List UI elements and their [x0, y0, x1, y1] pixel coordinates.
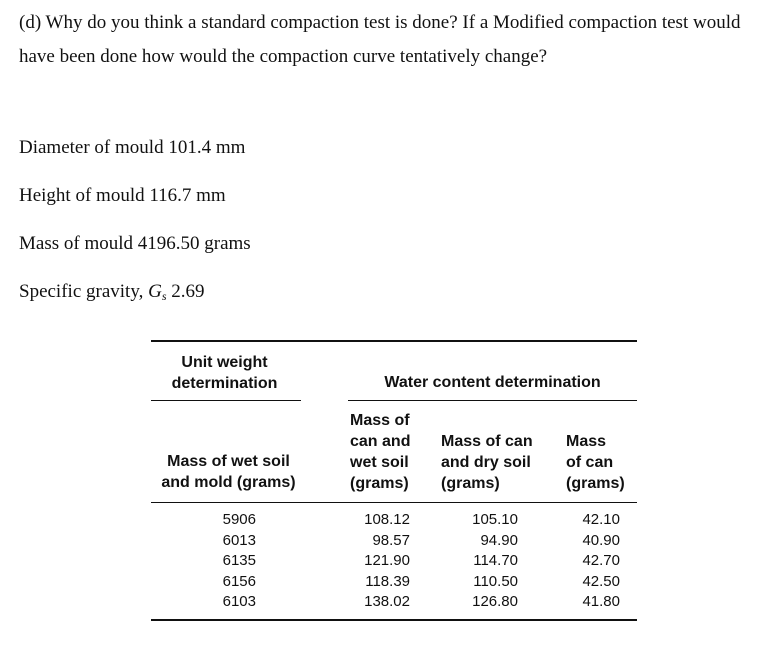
table-bottom-rule: [151, 619, 637, 621]
mould-mass: Mass of mould 4196.50 grams: [19, 233, 251, 254]
specific-gravity-label: Specific gravity,: [19, 281, 144, 302]
table-cell: 41.80: [582, 593, 620, 610]
group-header-unit-weight: Unit weight determination: [171, 354, 278, 392]
table-cell: 6135: [222, 552, 256, 569]
table-cell: 42.10: [582, 511, 620, 528]
mould-diameter: Diameter of mould 101.4 mm: [19, 137, 246, 158]
table-cell: 40.90: [582, 531, 620, 549]
table-cell: 108.12: [364, 511, 410, 528]
column-can-wet-soil-values: [340, 510, 410, 613]
table-cell: 121.90: [364, 552, 410, 569]
table-cell: 114.70: [473, 552, 518, 569]
table-top-rule: [151, 340, 637, 342]
unit-weight-rule: [151, 400, 301, 401]
table-cell: 126.80: [472, 593, 518, 610]
table-cell: 42.70: [582, 552, 620, 569]
specific-gravity-value: 2.69: [171, 281, 205, 302]
table-cell: 110.50: [473, 572, 518, 590]
group-header-water-content: Water content determination: [384, 374, 601, 391]
table-cell: 6156: [222, 572, 256, 590]
table-cell: 6103: [222, 593, 256, 610]
table-cell: 6013: [222, 531, 256, 549]
column-header-can-wet-soil: Mass of can and wet soil (grams): [350, 412, 411, 492]
table-cell: 5906: [222, 511, 256, 528]
column-header-can-dry-soil: Mass of can and dry soil (grams): [441, 433, 533, 492]
column-mass-of-can-values: [560, 510, 620, 613]
header-bottom-rule: [151, 502, 637, 503]
gs-symbol: $G_s$: [148, 281, 167, 303]
question-text: (d) Why do you think a standard compaction test is done? If a Modified compaction test would have been done how would the compaction curve tentatively change?: [19, 12, 741, 67]
table-cell: 98.57: [372, 531, 410, 549]
column-can-dry-soil-values: [448, 510, 518, 613]
table-cell: 42.50: [582, 572, 620, 590]
water-content-rule: [348, 400, 637, 401]
column-header-wet-soil-mold: Mass of wet soil and mold (grams): [161, 453, 296, 491]
table-cell: 105.10: [472, 511, 518, 528]
table-cell: 138.02: [364, 593, 410, 610]
mould-height: Height of mould 116.7 mm: [19, 185, 226, 206]
column-wet-soil-mold-values: [180, 510, 256, 613]
table-cell: 118.39: [365, 572, 410, 590]
table-cell: 94.90: [480, 531, 518, 549]
column-header-mass-of-can: Mass of can (grams): [566, 433, 625, 492]
